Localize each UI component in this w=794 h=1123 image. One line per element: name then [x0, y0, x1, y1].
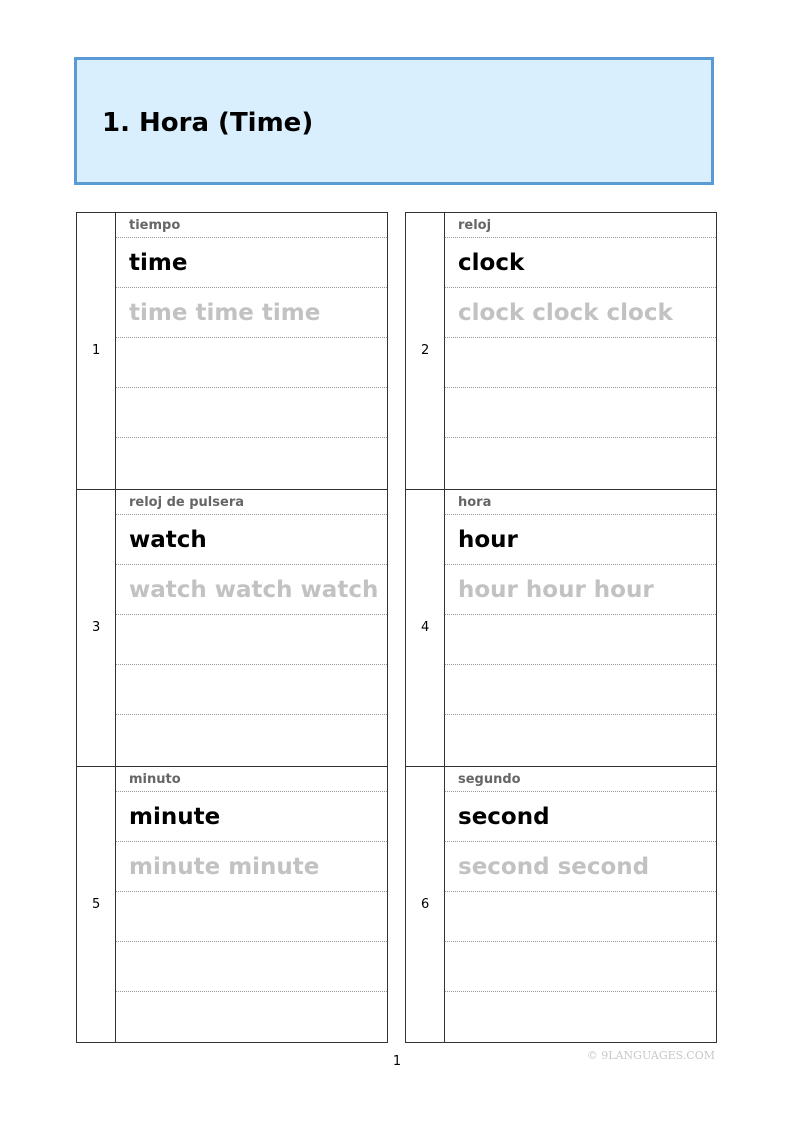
trace-row [445, 565, 716, 615]
practice-line [116, 715, 387, 767]
word-row [116, 792, 387, 842]
practice-line [445, 992, 716, 1044]
practice-line [445, 892, 716, 942]
vocab-card-6 [405, 766, 717, 1043]
trace-text: watch watch watch [129, 577, 379, 603]
vocab-card-1 [76, 212, 388, 489]
english-word: time [129, 250, 188, 276]
card-number: 6 [421, 897, 430, 912]
trace-row [116, 842, 387, 892]
trace-row [445, 288, 716, 338]
card-number: 1 [92, 343, 101, 358]
vocab-card-2 [405, 212, 717, 489]
card-number-column [77, 767, 116, 1042]
writing-lines [116, 490, 387, 766]
spanish-label: hora [458, 495, 492, 510]
card-number: 5 [92, 897, 101, 912]
writing-lines [445, 490, 716, 766]
translation-row [445, 767, 716, 792]
english-word: second [458, 804, 550, 830]
vocab-card-3 [76, 489, 388, 766]
card-number-column [406, 767, 445, 1042]
translation-row [116, 490, 387, 515]
vocab-card-4 [405, 489, 717, 766]
word-row [445, 515, 716, 565]
word-row [116, 238, 387, 288]
trace-row [116, 288, 387, 338]
english-word: hour [458, 527, 518, 553]
card-number: 3 [92, 620, 101, 635]
copyright-notice: © 9LANGUAGES.COM [586, 1049, 715, 1062]
practice-line [445, 665, 716, 715]
practice-line [445, 615, 716, 665]
card-number-column [406, 490, 445, 766]
practice-line [445, 388, 716, 438]
trace-text: time time time [129, 300, 321, 326]
title-banner [74, 57, 714, 185]
english-word: watch [129, 527, 207, 553]
trace-row [116, 565, 387, 615]
card-number: 4 [421, 620, 430, 635]
card-number-column [406, 213, 445, 489]
practice-line [116, 338, 387, 388]
practice-line [445, 942, 716, 992]
spanish-label: reloj de pulsera [129, 495, 245, 510]
trace-row [445, 842, 716, 892]
translation-row [116, 767, 387, 792]
word-row [445, 792, 716, 842]
practice-line [116, 942, 387, 992]
translation-row [445, 213, 716, 238]
practice-line [116, 615, 387, 665]
practice-line [116, 892, 387, 942]
practice-line [116, 665, 387, 715]
translation-row [116, 213, 387, 238]
card-number-column [77, 213, 116, 489]
practice-line [445, 715, 716, 767]
english-word: clock [458, 250, 525, 276]
trace-text: second second [458, 854, 650, 880]
card-number: 2 [421, 343, 430, 358]
spanish-label: reloj [458, 218, 492, 233]
practice-line [116, 992, 387, 1044]
writing-lines [116, 213, 387, 489]
page-number: 1 [392, 1054, 402, 1069]
practice-line [445, 438, 716, 490]
spanish-label: segundo [458, 772, 521, 787]
page-title: 1. Hora (Time) [102, 108, 314, 138]
word-row [445, 238, 716, 288]
spanish-label: minuto [129, 772, 181, 787]
spanish-label: tiempo [129, 218, 181, 233]
trace-text: minute minute [129, 854, 320, 880]
practice-line [116, 438, 387, 490]
writing-lines [445, 767, 716, 1042]
trace-text: clock clock clock [458, 300, 673, 326]
card-number-column [77, 490, 116, 766]
translation-row [445, 490, 716, 515]
trace-text: hour hour hour [458, 577, 654, 603]
writing-lines [116, 767, 387, 1042]
practice-line [116, 388, 387, 438]
vocab-card-5 [76, 766, 388, 1043]
english-word: minute [129, 804, 221, 830]
writing-lines [445, 213, 716, 489]
practice-line [445, 338, 716, 388]
word-row [116, 515, 387, 565]
